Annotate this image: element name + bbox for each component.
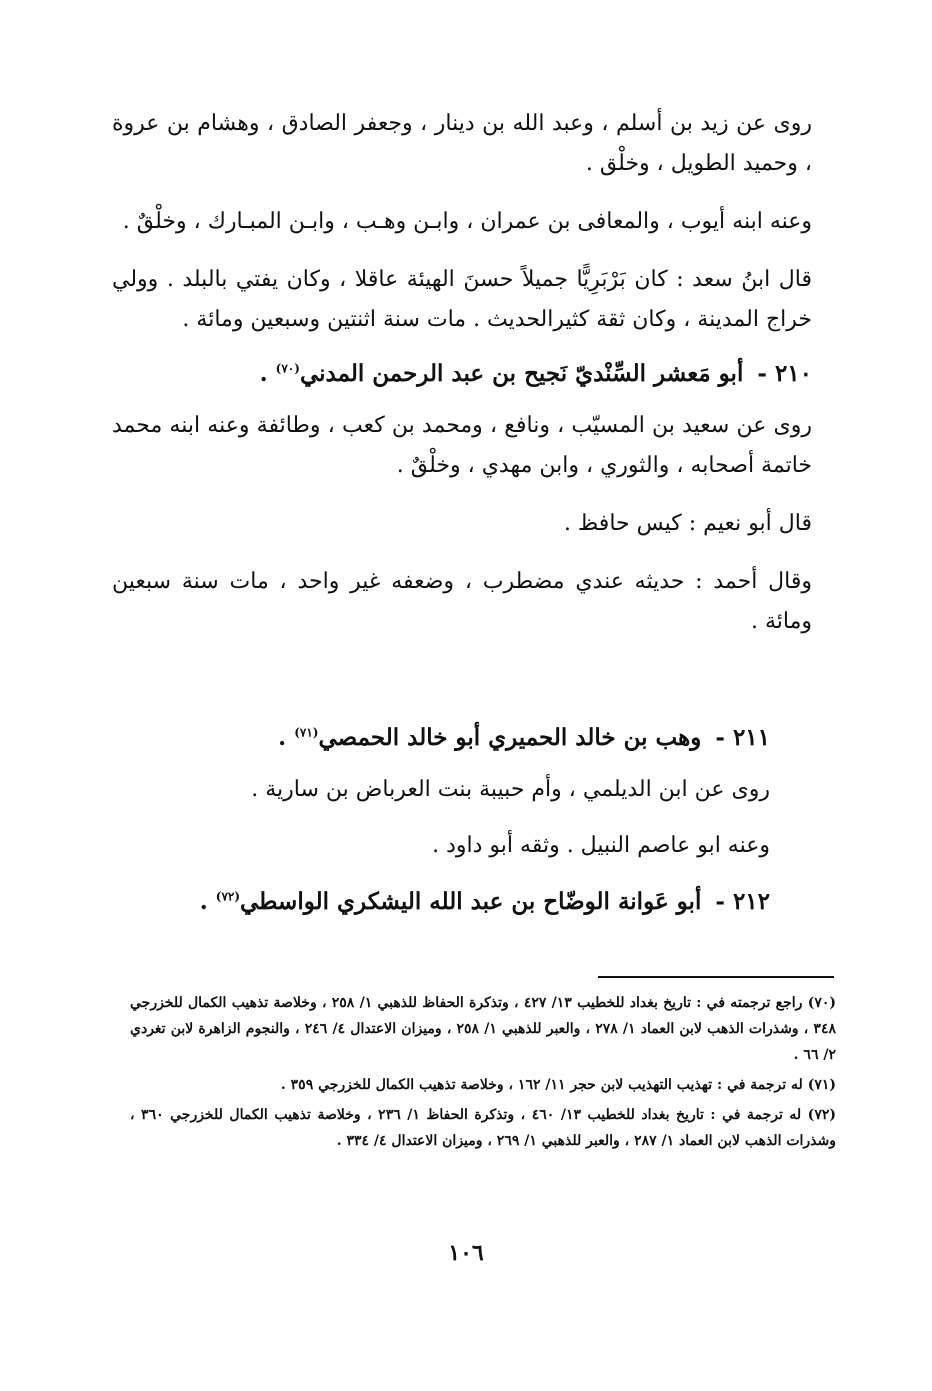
paragraph-narrators-to: وعنه ابنه أيوب ، والمعافى بن عمران ، وابـن وهـب ، وابـن المبـارك ، وخلْقٌ . xyxy=(122,209,812,234)
paragraph-ibn-saad: قال ابنُ سعد : كان بَرْبَرِيًّا جميلاً حسنَ الهيئة عاقلا ، وكان يفتي بالبلد . وولي خراج المدينة ، وكان ثقة كثيرالحديث . مات سنة اثنتين وسبعين ومائة . xyxy=(112,267,812,332)
entry-211-heading xyxy=(112,718,770,758)
entry-210-footnote-ref[interactable]: (٧٠) xyxy=(275,361,300,376)
paragraph-narrators-from: روى عن زيد بن أسلم ، وعبد الله بن دينار ، وجعفر الصادق ، وهشام بن عروة ، وحميد الطويل ، وخلْق . xyxy=(112,111,812,176)
entry-211-name: وهب بن خالد الحميري أبو خالد الحمصي xyxy=(318,724,702,751)
entry-210-end: . xyxy=(259,360,276,387)
entry-211-end: . xyxy=(278,724,295,751)
entry-212-heading xyxy=(112,882,770,922)
entry-211-number: ٢١١ - xyxy=(715,724,770,751)
entry-212-end: . xyxy=(199,888,216,915)
entry-210-number: ٢١٠ - xyxy=(757,360,812,387)
footnote-70: (٧٠) راجع ترجمته في : تاريخ بغداد للخطيب ١٣/ ٤٢٧ ، وتذكرة الحفاظ للذهبي ١/ ٢٥٨ ، وخلاصة تذهيب الكمال للخزرجي ٣٤٨ ، وشذرات الذهب لابن العماد ١/ ٢٧٨ ، والعبر للذهبي ١/ ٢٥٨ ، وميزان الاعتدال ٤/ ٢٤٦ ، والنجوم الزاهرة لابن تغردي ٢/ ٦٦ . xyxy=(130,995,836,1063)
footnote-divider xyxy=(598,976,834,978)
entry-212-name: أبو عَوانة الوضّاح بن عبد الله اليشكري الواسطي xyxy=(240,888,702,915)
entry-210-heading xyxy=(112,354,812,394)
paragraph-abu-mashar-from: روى عن سعيد بن المسيّب ، ونافع ، ومحمد بن كعب ، وطائفة وعنه ابنه محمد خاتمة أصحابه ، والثوري ، وابن مهدي ، وخلْقٌ . xyxy=(112,413,812,478)
paragraph-abu-nuaim: قال أبو نعيم : كيس حافظ . xyxy=(563,511,812,536)
footnotes xyxy=(130,990,836,1158)
main-text-lower xyxy=(112,718,770,934)
entry-212-footnote-ref[interactable]: (٧٢) xyxy=(215,889,241,904)
entry-210-name: أبو مَعشر السِّنْديّ نَجيح بن عبد الرحمن المدني xyxy=(299,360,744,387)
entry-212-number: ٢١٢ - xyxy=(715,888,770,915)
footnote-72: (٧٢) له ترجمة في : تاريخ بغداد للخطيب ١٣/ ٤٦٠ ، وتذكرة الحفاظ ١/ ٢٣٦ ، وخلاصة تذهيب الكمال للخزرجي ٣٦٠ ، وشذرات الذهب لابن العماد ١/ ٢٨٧ ، والعبر للذهبي ١/ ٢٦٩ ، وميزان الاعتدال ٤/ ٣٣٤ . xyxy=(130,1107,836,1149)
paragraph-ahmad: وقال أحمد : حديثه عندي مضطرب ، وضعفه غير واحد ، مات سنة سبعين ومائة . xyxy=(112,569,812,634)
main-text-upper xyxy=(112,104,812,660)
page-number: ١٠٦ xyxy=(448,1240,484,1266)
entry-211-footnote-ref[interactable]: (٧١) xyxy=(294,725,319,740)
footnote-71: (٧١) له ترجمة في : تهذيب التهذيب لابن حجر ١١/ ١٦٢ ، وخلاصة تذهيب الكمال للخزرجي ٣٥٩ . xyxy=(280,1077,836,1093)
paragraph-wahb-from: روى عن ابن الديلمي ، وأم حبيبة بنت العرباض بن سارية . xyxy=(251,777,770,802)
paragraph-wahb-to: وعنه ابو عاصم النبيل . وثقه أبو داود . xyxy=(432,833,770,858)
